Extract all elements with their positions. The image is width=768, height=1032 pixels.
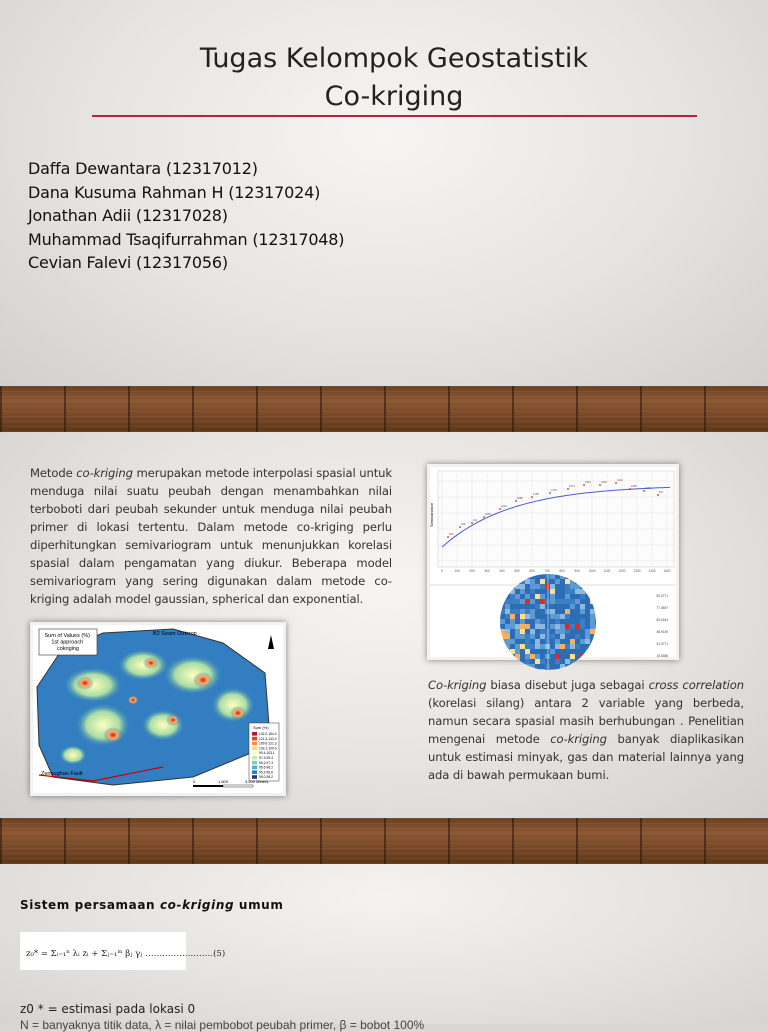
legend-label: 109.6-121.3	[259, 741, 277, 746]
vario-point	[615, 482, 617, 484]
legend-swatch	[252, 732, 257, 736]
vario-point	[599, 484, 601, 486]
vario-point-label: 1658	[631, 485, 637, 488]
text-run: banyak diaplikasikan untuk estimasi minyak, gas dan material lainnya yang ada di bawah permukaan bumi.	[428, 732, 744, 782]
member-item: Jonathan Adii (12317028)	[28, 206, 228, 225]
vario-point	[515, 500, 517, 502]
x-tick-label: 1300	[633, 569, 641, 573]
cross-correlation-paragraph	[428, 676, 744, 784]
legend-label: 103.1-109.6	[259, 746, 277, 751]
legend-label: 99.4-103.1	[259, 751, 275, 756]
legend-swatch	[252, 766, 257, 770]
legend-swatch	[252, 761, 257, 765]
x-tick-label: 500	[514, 569, 520, 573]
legend-swatch	[252, 742, 257, 746]
title-slide	[0, 0, 768, 386]
vario-point	[531, 496, 533, 498]
vario-point-label: 411	[473, 519, 478, 522]
fault-label: Zenoughan Fault	[41, 771, 83, 777]
right-value-label: 62.1644	[656, 618, 668, 622]
vario-point-label: 1230	[645, 487, 651, 490]
vario-point-label: 400	[461, 523, 466, 526]
vario-point	[657, 494, 659, 496]
text-run: biasa disebut juga sebagai	[486, 678, 649, 692]
text-run: N = banyaknya titik data, λ = nilai pembobot peubah primer, β = bobot 100%	[20, 1018, 425, 1032]
x-tick-label: 700	[544, 569, 550, 573]
seam-label: B2 Seam Outcrop	[153, 631, 197, 637]
semivariogram-image	[430, 467, 676, 657]
slide-title	[92, 40, 696, 116]
cokriging-map-figure	[30, 622, 286, 796]
vario-point-label: 1765	[533, 493, 539, 496]
x-tick-label: 1000	[588, 569, 596, 573]
definition-line-cut	[20, 1018, 560, 1032]
right-value-label: 83.3771	[656, 594, 668, 598]
vario-point-label: 817	[659, 491, 664, 494]
text-run-italic: co-kriging	[159, 898, 235, 912]
vario-point-label: 2246	[601, 481, 607, 484]
legend-title: Sum (%)	[253, 725, 269, 730]
legend-label: 95.6-96.2	[259, 765, 273, 770]
vario-point	[459, 526, 461, 528]
scale-label: 3,200 Meters	[245, 779, 269, 784]
vario-point	[483, 516, 485, 518]
vario-point	[643, 490, 645, 492]
y-axis-label: Semivariance	[429, 502, 434, 527]
wood-divider	[0, 386, 768, 432]
vario-point	[567, 488, 569, 490]
legend-label: 142.0-184.4	[259, 732, 277, 736]
legend-swatch	[252, 770, 257, 774]
vario-point-label: 2271	[569, 485, 575, 488]
text-run-italic: Co-kriging	[428, 678, 487, 692]
map-legend	[249, 723, 279, 781]
semivariogram-figure	[427, 464, 679, 660]
content-slide	[0, 432, 768, 818]
vario-point	[583, 484, 585, 486]
member-item: Dana Kusuma Rahman H (12317024)	[28, 182, 321, 202]
text-run: merupakan metode interpolasi spasial untuk menduga nilai suatu peubah dengan menambahkan nilai terboboti dari peubah sekunder untuk menduga nilai peubah primer di lokasi tertentu. Dalam metode co-kriging perlu diperhitungkan semivariogram untuk menunjukkan korelasi spasial dalam pengamatan yang diukur. Beberapa model semivariogram yang sering digunakan dalam metode co-kriging adalah model gaussian, spherical dan exponential.	[30, 466, 393, 606]
vario-point	[549, 492, 551, 494]
vario-point	[499, 508, 501, 510]
map-image	[33, 625, 283, 793]
right-value-label: 77.0657	[656, 606, 668, 610]
text-run-italic: co-kriging	[76, 466, 133, 480]
right-value-label: 46.9149	[656, 630, 668, 634]
right-value-label: 15.6386	[656, 654, 668, 658]
scale-label: 0	[193, 779, 196, 784]
x-tick-label: 100	[454, 569, 460, 573]
vario-point-label: 1912	[617, 479, 623, 482]
text-run-italic: co-kriging	[550, 732, 607, 746]
wood-divider	[0, 818, 768, 864]
text-run: umum	[234, 898, 284, 912]
member-item: Muhammad Tsaqifurrahman (12317048)	[28, 229, 345, 249]
x-tick-label: 300	[484, 569, 490, 573]
x-tick-label: 800	[559, 569, 565, 573]
vario-point-label: 2082	[517, 497, 523, 500]
map-title-text: Sum of Values (%) 1st approach cokriging	[44, 633, 90, 652]
x-tick-label: 600	[529, 569, 535, 573]
legend-label: 96.2-97.3	[259, 760, 273, 765]
right-value-label: 31.3771	[656, 642, 668, 646]
legend-swatch	[252, 746, 257, 750]
member-list	[28, 157, 344, 275]
legend-swatch	[252, 751, 257, 755]
title-line-1: Tugas Kelompok Geostatistik	[199, 43, 589, 74]
scale-label: 1,600	[218, 779, 229, 784]
title-line-2: Co-kriging	[324, 81, 464, 112]
vario-point-label: 1213	[501, 505, 507, 508]
text-run: (korelasi silang) antara 2 variable yang berbeda, namun secara spasial masih berhubungan . Penelitian mengenai metode	[428, 696, 744, 746]
equation-text: z₀* = Σᵢ₌₁ⁿ λᵢ zᵢ + Σⱼ₌₁ᵐ βⱼ γⱼ ……………………(5)	[26, 949, 226, 959]
vario-point-label: 300	[449, 533, 454, 536]
text-run: Metode	[30, 466, 77, 480]
legend-label: 95.2-95.6	[259, 770, 273, 775]
x-tick-label: 200	[469, 569, 475, 573]
x-tick-label: 1200	[618, 569, 626, 573]
x-tick-label: 1100	[603, 569, 611, 573]
vario-point	[471, 522, 473, 524]
x-tick-label: 0	[441, 569, 443, 573]
x-tick-label: 900	[574, 569, 580, 573]
definition-line: z0 * = estimasi pada lokasi 0	[20, 1002, 196, 1016]
vario-point-label: 2319	[585, 481, 591, 484]
vario-point	[629, 488, 631, 490]
x-tick-label: 1500	[663, 569, 671, 573]
vario-point	[447, 536, 449, 538]
legend-label: 97.3-99.4	[259, 756, 273, 760]
legend-label: 121.3-142.0	[259, 736, 277, 741]
text-run-italic: cross correlation	[648, 678, 745, 692]
text-run: Sistem persamaan	[20, 898, 160, 912]
intro-paragraph	[30, 464, 392, 608]
vario-point-label: 2178	[551, 489, 557, 492]
legend-swatch	[252, 737, 257, 741]
x-tick-label: 1400	[648, 569, 656, 573]
legend-swatch	[252, 756, 257, 760]
legend-label: 95.0-95.2	[259, 775, 273, 780]
equation-slide	[0, 864, 768, 1032]
vario-point-label: 1046	[485, 513, 491, 516]
equation-heading	[20, 898, 283, 912]
member-item: Cevian Falevi (12317056)	[28, 253, 228, 272]
equation-image	[20, 932, 226, 970]
title-divider	[92, 115, 697, 117]
x-tick-label: 400	[499, 569, 505, 573]
member-item: Daffa Dewantara (12317012)	[28, 159, 258, 178]
